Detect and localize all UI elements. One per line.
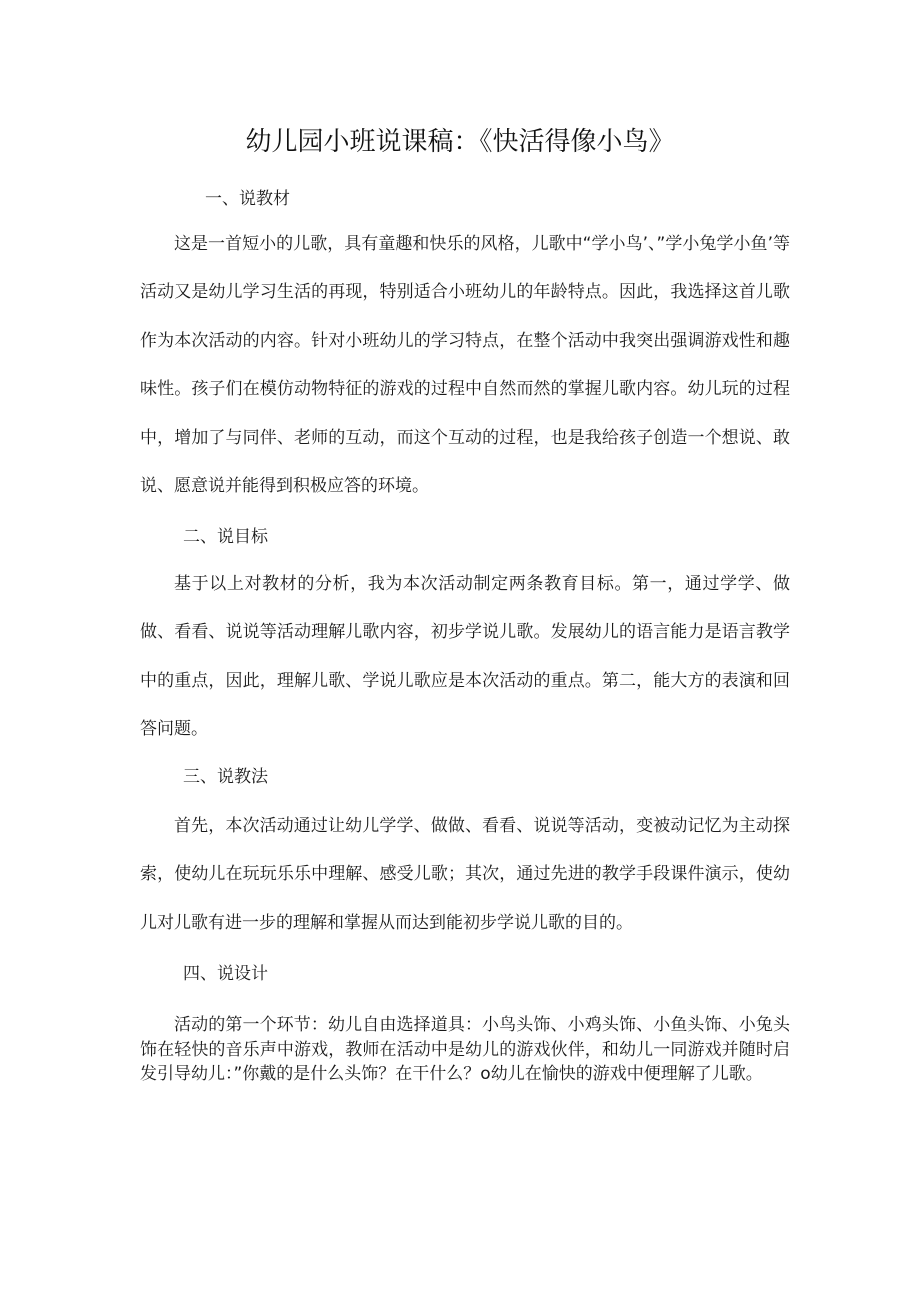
section-paragraph-teaching-method: 首先，本次活动通过让幼儿学学、做做、看看、说说等活动，变被动记忆为主动探索，使幼儿在玩玩乐乐中理解、感受儿歌；其次，通过先进的教学手段课件演示，使幼儿对儿歌有进一步的理解和掌握从而达到能初步学说儿歌的目的。: [140, 816, 790, 933]
section-paragraph-teaching-material: 这是一首短小的儿歌，具有童趣和快乐的风格，儿歌中“学小鸟’、”学小兔学小鱼’等活动又是幼儿学习生活的再现，特别适合小班幼儿的年龄特点。因此，我选择这首儿歌作为本次活动的内容。针对小班幼儿的学习特点，在整个活动中我突出强调游戏性和趣味性。孩子们在模仿动物特征的游戏的过程中自然而然的掌握儿歌内容。幼儿玩的过程中，增加了与同伴、老师的互动，而这个互动的过程，也是我给孩子创造一个想说、敢说、愿意说并能得到积极应答的环境。: [140, 234, 790, 497]
section-heading-objectives: 二、说目标: [183, 527, 268, 547]
section-heading-design: 四、说设计: [183, 964, 268, 984]
section-heading-teaching-material: 一、说教材: [205, 189, 290, 209]
section-heading-teaching-method: 三、说教法: [183, 767, 268, 787]
section-paragraph-objectives: 基于以上对教材的分析，我为本次活动制定两条教育目标。第一，通过学学、做做、看看、说说等活动理解儿歌内容，初步学说儿歌。发展幼儿的语言能力是语言教学中的重点，因此，理解儿歌、学说儿歌应是本次活动的重点。第二，能大方的表演和回答问题。: [140, 574, 790, 740]
section-paragraph-design: 活动的第一个环节：幼儿自由选择道具：小鸟头饰、小鸡头饰、小鱼头饰、小兔头饰在轻快的音乐声中游戏，教师在活动中是幼儿的游戏伙伴，和幼儿一同游戏并随时启发引导幼儿：”你戴的是什么头饰？在干什么？o幼儿在愉快的游戏中便理解了儿歌。: [140, 1015, 790, 1085]
document-title: 幼儿园小班说课稿：《快活得像小鸟》: [245, 127, 675, 157]
